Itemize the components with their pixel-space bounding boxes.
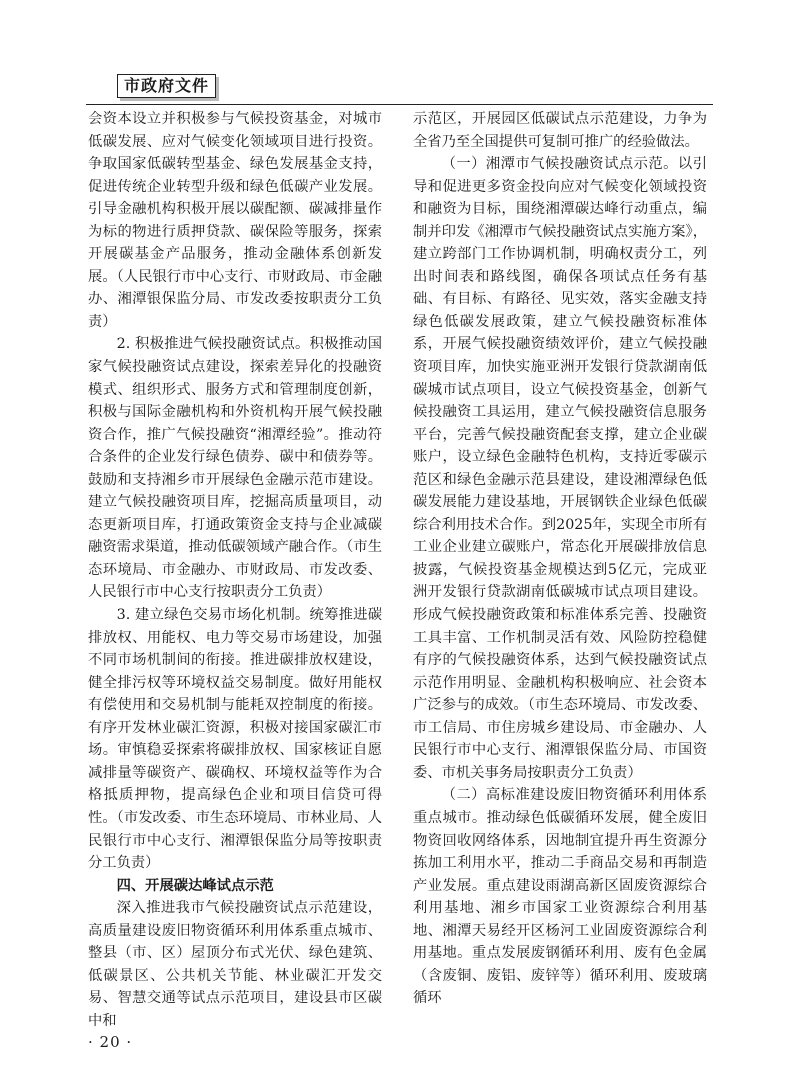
right-column: [413, 108, 707, 1010]
left-column: [88, 108, 382, 1032]
paragraph: 2. 积极推进气候投融资试点。积极推动国家气候投融资试点建设，探索差异化的投融资模式、组织形式、服务方式和管理制度创新，积极与国际金融机构和外资机构开展气候投融资合作，推广气候投融资“湘潭经验”。推动符合条件的企业发行绿色债券、碳中和债券等。鼓励和支持湘乡市开展绿色金融示范市建设。建立气候投融资项目库，挖掘高质量项目，动态更新项目库，打通政策资金支持与企业减碳融资需求渠道，推动低碳领域产融合作。（市生态环境局、市金融办、市财政局、市发改委、人民银行市中心支行按职责分工负责）: [88, 336, 382, 601]
paragraph: 3. 建立绿色交易市场化机制。统筹推进碳排放权、用能权、电力等交易市场建设，加强不同市场机制间的衔接。推进碳排放权建设，健全排污权等环境权益交易制度。做好用能权有偿使用和交易机制与能耗双控制度的衔接。有序开发林业碳汇资源，积极对接国家碳汇市场。审慎稳妥探索将碳排放权、国家核证自愿减排量等碳资产、碳确权、环境权益等作为合格抵质押物，提高绿色企业和项目信贷可得性。（市发改委、市生态环境局、市林业局、人民银行市中心支行、湘潭银保监分局等按职责分工负责）: [88, 607, 382, 872]
header-rule: [86, 104, 713, 105]
paragraph: 示范区，开展园区低碳试点示范建设，力争为全省乃至全国提供可复制可推广的经验做法。: [413, 111, 707, 150]
paragraph: 深入推进我市气候投融资试点示范建设，高质量建设废旧物资循环利用体系重点城市、整县（市、区）屋顶分布式光伏、绿色建筑、低碳景区、公共机关节能、林业碳汇开发交易、智慧交通等试点示范项目，建设县市区碳中和: [88, 900, 382, 1029]
paragraph: （二）高标准建设废旧物资循环利用体系重点城市。推动绿色低碳循环发展，健全废旧物资回收网络体系，因地制宜提升再生资源分拣加工利用水平，推动二手商品交易和再制造产业发展。重点建设雨湖高新区固废资源综合利用基地、湘乡市国家工业资源综合利用基地、湘潭天易经开区杨河工业固废资源综合利用基地。重点发展废钢循环利用、废有色金属（含废铜、废铝、废锌等）循环利用、废玻璃循环: [413, 787, 707, 1007]
section-heading: 四、开展碳达峰试点示范: [116, 877, 274, 894]
section-header-title: 市政府文件: [123, 76, 209, 95]
paragraph: （一）湘潭市气候投融资试点示范。以引导和促进更多资金投向应对气候变化领域投资和融资为目标，围绕湘潭碳达峰行动重点，编制并印发《湘潭市气候投融资试点实施方案》，建立跨部门工作协调机制，明确权责分工，列出时间表和路线图，确保各项试点任务有基础、有目标、有路径、见实效，落实金融支持绿色低碳发展政策，建立气候投融资标准体系，开展气候投融资绩效评价，建立气候投融资项目库，加快实施亚洲开发银行贷款湖南低碳城市试点项目，设立气候投资基金，创新气候投融资工具运用，建立气候投融资信息服务平台，完善气候投融资配套支撑，建立企业碳账户，设立绿色金融特色机构，支持近零碳示范区和绿色金融示范县建设，建设湘潭绿色低碳发展能力建设基地，开展钢铁企业绿色低碳综合利用技术合作。到2025年，实现全市所有工业企业建立碳账户，常态化开展碳排放信息披露，气候投资基金规模达到5亿元，完成亚洲开发银行贷款湖南低碳城市试点项目建设。形成气候投融资政策和标准体系完善、投融资工具丰富、工作机制灵活有效、风险防控稳健有序的气候投融资体系，达到气候投融资试点示范作用明显、金融机构积极响应、社会资本广泛参与的成效。（市生态环境局、市发改委、市工信局、市住房城乡建设局、市金融办、人民银行市中心支行、湘潭银保监分局、市国资委、市机关事务局按职责分工负责）: [413, 156, 707, 781]
page-number: · 20 ·: [88, 1033, 133, 1051]
paragraph: 会资本设立并积极参与气候投资基金，对城市低碳发展、应对气候变化领域项目进行投资。争取国家低碳转型基金、绿色发展基金支持，促进传统企业转型升级和绿色低碳产业发展。引导金融机构积极开展以碳配额、碳减排量作为标的物进行质押贷款、碳保险等服务，探索开展碳基金产品服务，推动金融体系创新发展。（人民银行市中心支行、市财政局、市金融办、湘潭银保监分局、市发改委按职责分工负责）: [88, 111, 382, 330]
section-header-box: [117, 74, 216, 98]
